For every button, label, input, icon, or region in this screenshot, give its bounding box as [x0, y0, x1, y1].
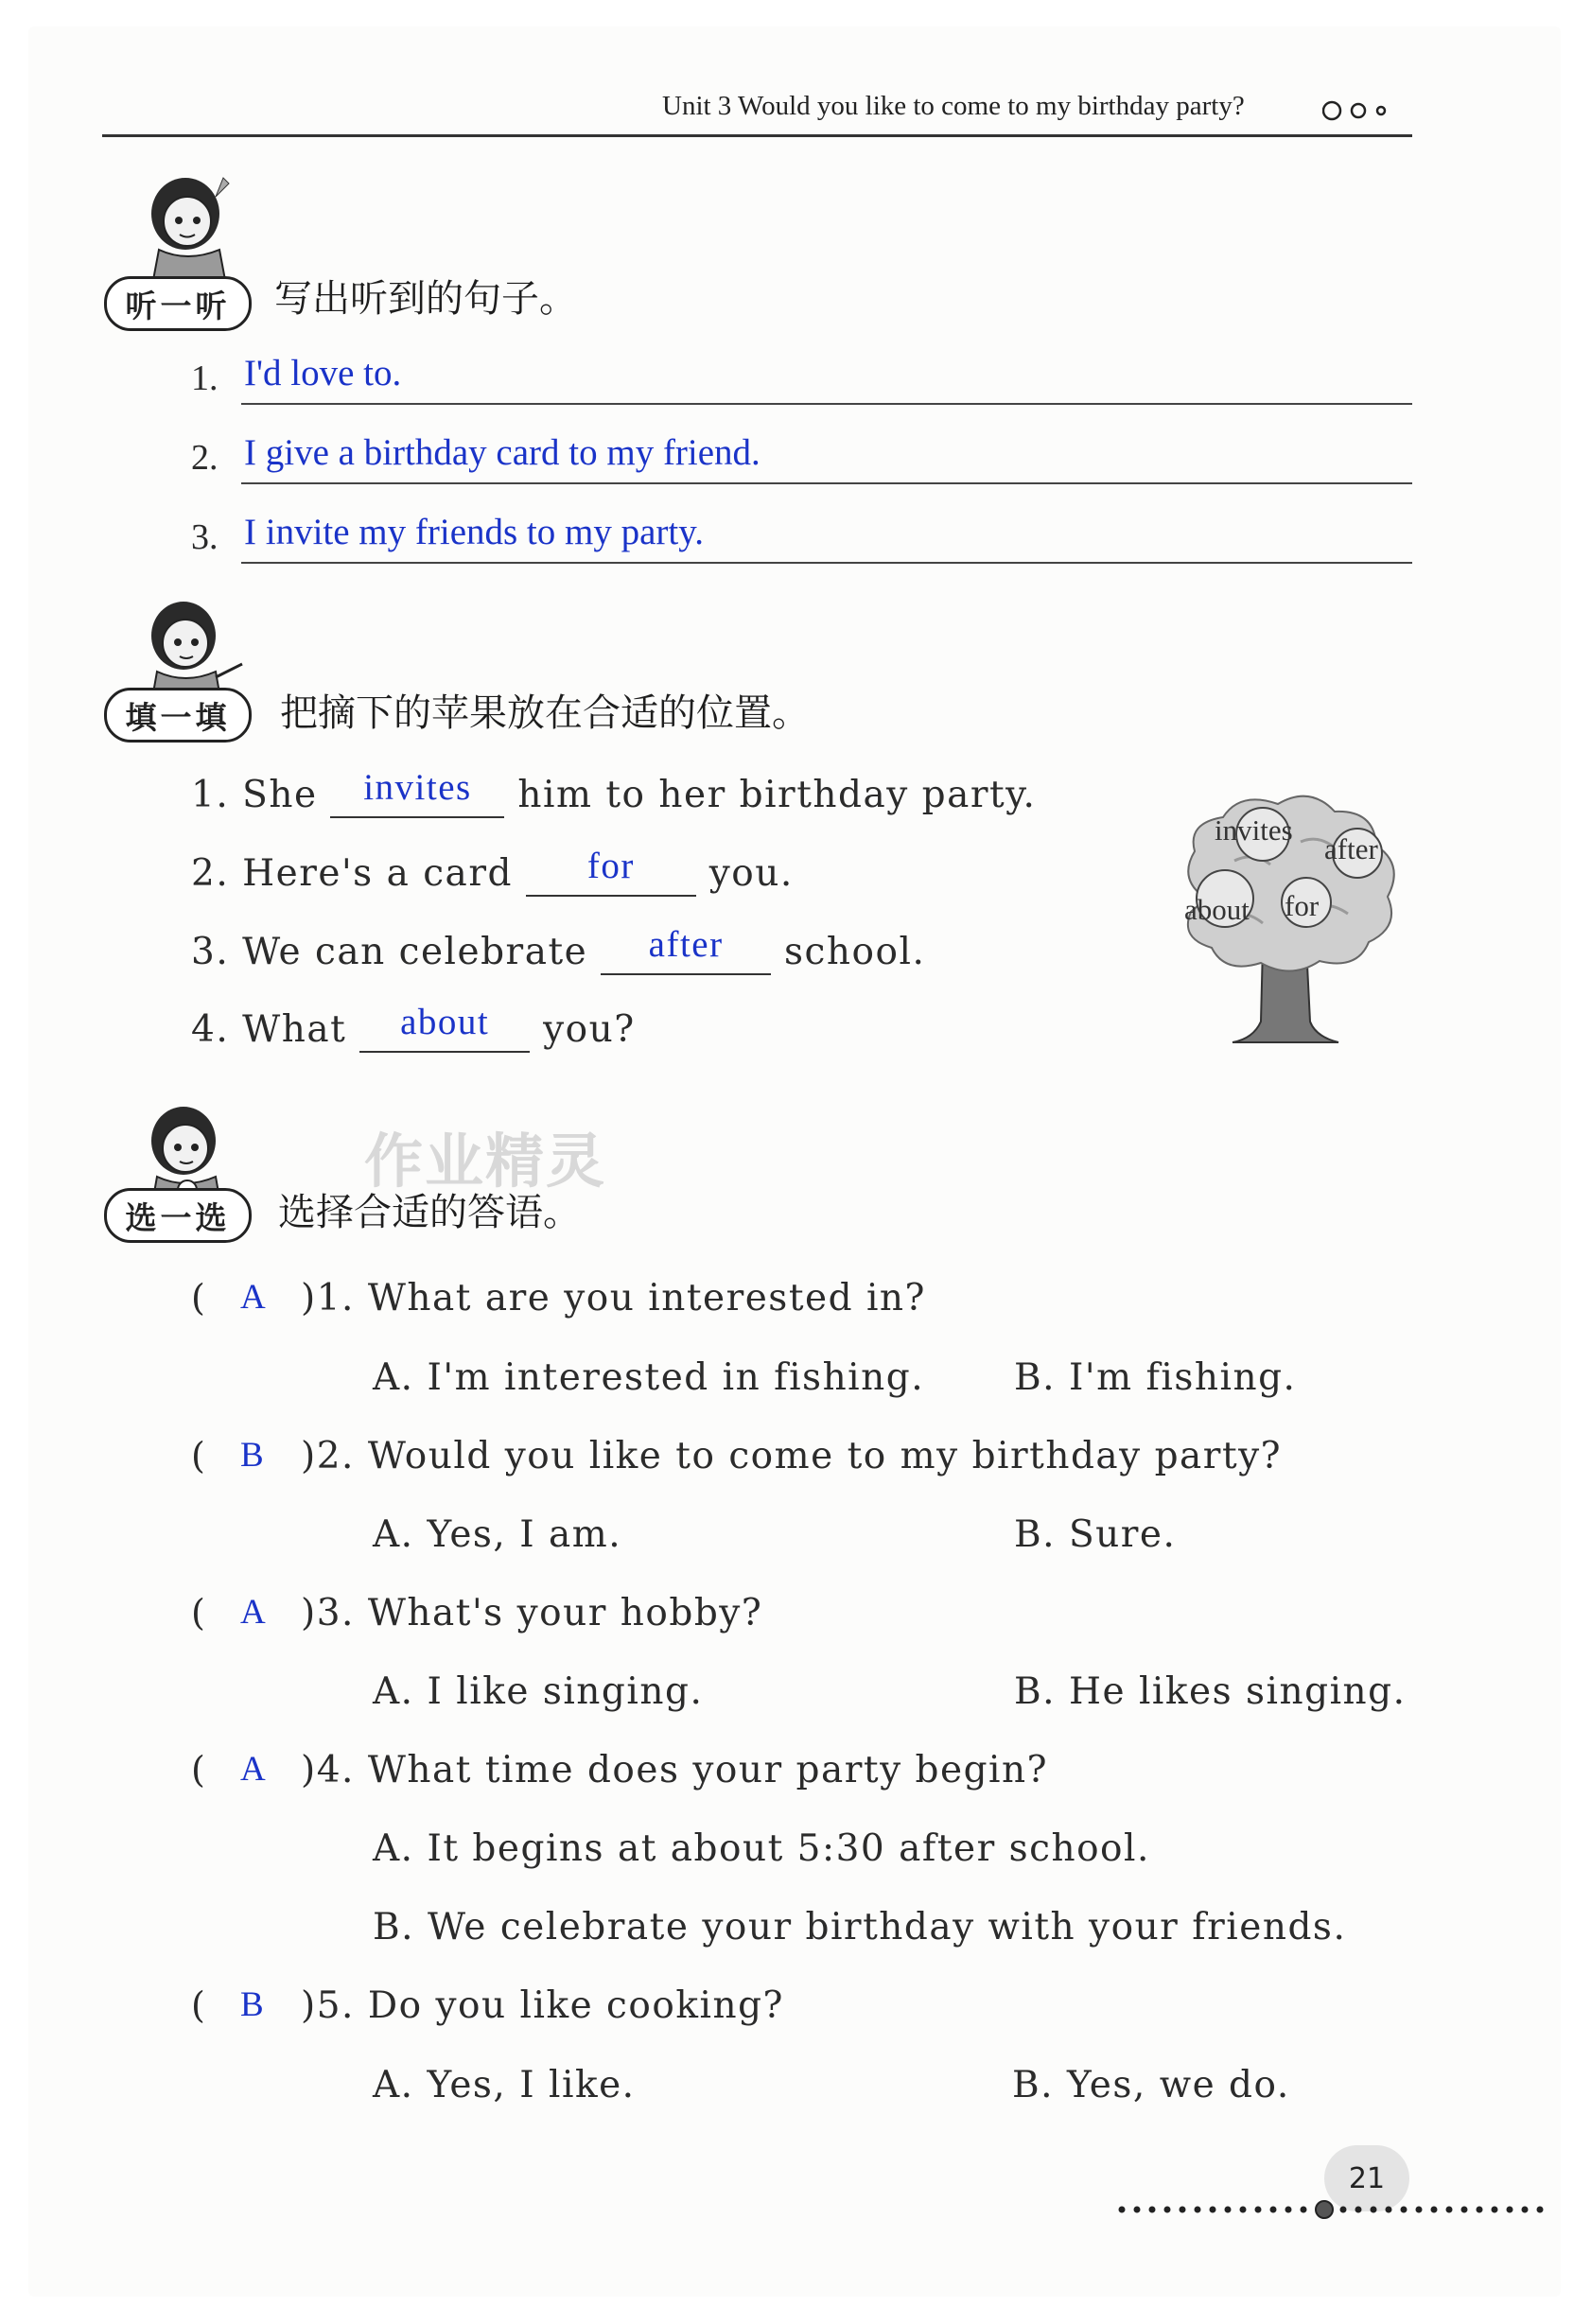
q3-option-b: B. He likes singing.	[1014, 1670, 1407, 1713]
apple-word-1: invites	[1215, 813, 1293, 847]
s1-num-1: 1.	[191, 358, 219, 398]
q2-answer: B	[240, 1436, 264, 1475]
s2-answer-1: invites	[363, 767, 472, 808]
s1-num-3: 3.	[191, 517, 219, 557]
apple-word-4: for	[1285, 889, 1320, 922]
s2-item-2: 2. Here's a card for you.	[191, 846, 794, 895]
q5-answer: B	[240, 1985, 264, 2024]
section2-instruction: 把摘下的苹果放在合适的位置。	[280, 691, 810, 735]
q2-paren-open: (	[191, 1435, 205, 1477]
badge-choose: 选一选	[104, 1188, 252, 1243]
q1-question: )1. What are you interested in?	[301, 1277, 926, 1319]
q1-answer: A	[240, 1278, 266, 1317]
s1-line-1	[241, 403, 1412, 405]
q3-option-a: A. I like singing.	[373, 1670, 704, 1713]
section1-instruction: 写出听到的句子。	[274, 277, 577, 321]
q1-paren-open: (	[191, 1277, 205, 1319]
q1-option-b: B. I'm fishing.	[1014, 1356, 1297, 1399]
q3-question: )3. What's your hobby?	[301, 1592, 763, 1634]
s2-item-1: 1. She invites him to her birthday party.	[191, 767, 1037, 816]
q2-option-a: A. Yes, I am.	[373, 1513, 622, 1556]
q4-answer: A	[240, 1750, 266, 1789]
q5-option-a: A. Yes, I like.	[373, 2064, 636, 2106]
header-rule	[102, 134, 1412, 137]
section3-instruction: 选择合适的答语。	[278, 1191, 581, 1234]
badge-listen: 听一听	[104, 276, 252, 331]
girl-character-icon	[121, 168, 254, 282]
q5-option-b: B. Yes, we do.	[1012, 2064, 1290, 2106]
footer-dots-icon	[1116, 2194, 1561, 2232]
header-circles-icon	[1322, 98, 1398, 127]
s2-item-4: 4. What about you?	[191, 1002, 636, 1051]
s2-answer-3: after	[648, 924, 724, 965]
s1-answer-3: I invite my friends to my party.	[244, 512, 704, 552]
s1-line-2	[241, 482, 1412, 484]
q2-option-b: B. Sure.	[1014, 1513, 1177, 1556]
q2-question: )2. Would you like to come to my birthday party?	[301, 1435, 1283, 1477]
s1-answer-1: I'd love to.	[244, 353, 402, 393]
apple-word-3: about	[1184, 893, 1250, 926]
badge-fill: 填一填	[104, 688, 252, 743]
q5-paren-open: (	[191, 1984, 205, 2026]
s2-answer-2: for	[586, 846, 635, 886]
apple-word-2: after	[1324, 832, 1378, 865]
q5-question: )5. Do you like cooking?	[301, 1984, 784, 2027]
s2-item-3: 3. We can celebrate after school.	[191, 924, 926, 973]
q3-paren-open: (	[191, 1592, 205, 1634]
q4-option-a: A. It begins at about 5:30 after school.	[373, 1827, 1150, 1870]
s1-line-3	[241, 562, 1412, 564]
watermark: 作业精灵	[364, 1127, 607, 1196]
header-title: Unit 3 Would you like to come to my birthday party?	[662, 91, 1245, 121]
q3-answer: A	[240, 1593, 266, 1632]
q4-option-b: B. We celebrate your birthday with your friends.	[373, 1906, 1347, 1948]
page-number: 21	[1324, 2145, 1409, 2211]
q1-option-a: A. I'm interested in fishing.	[373, 1356, 925, 1399]
q4-paren-open: (	[191, 1749, 205, 1791]
s2-answer-4: about	[400, 1002, 490, 1042]
s1-num-2: 2.	[191, 438, 219, 478]
s1-answer-2: I give a birthday card to my friend.	[244, 432, 761, 473]
q4-question: )4. What time does your party begin?	[301, 1749, 1049, 1791]
